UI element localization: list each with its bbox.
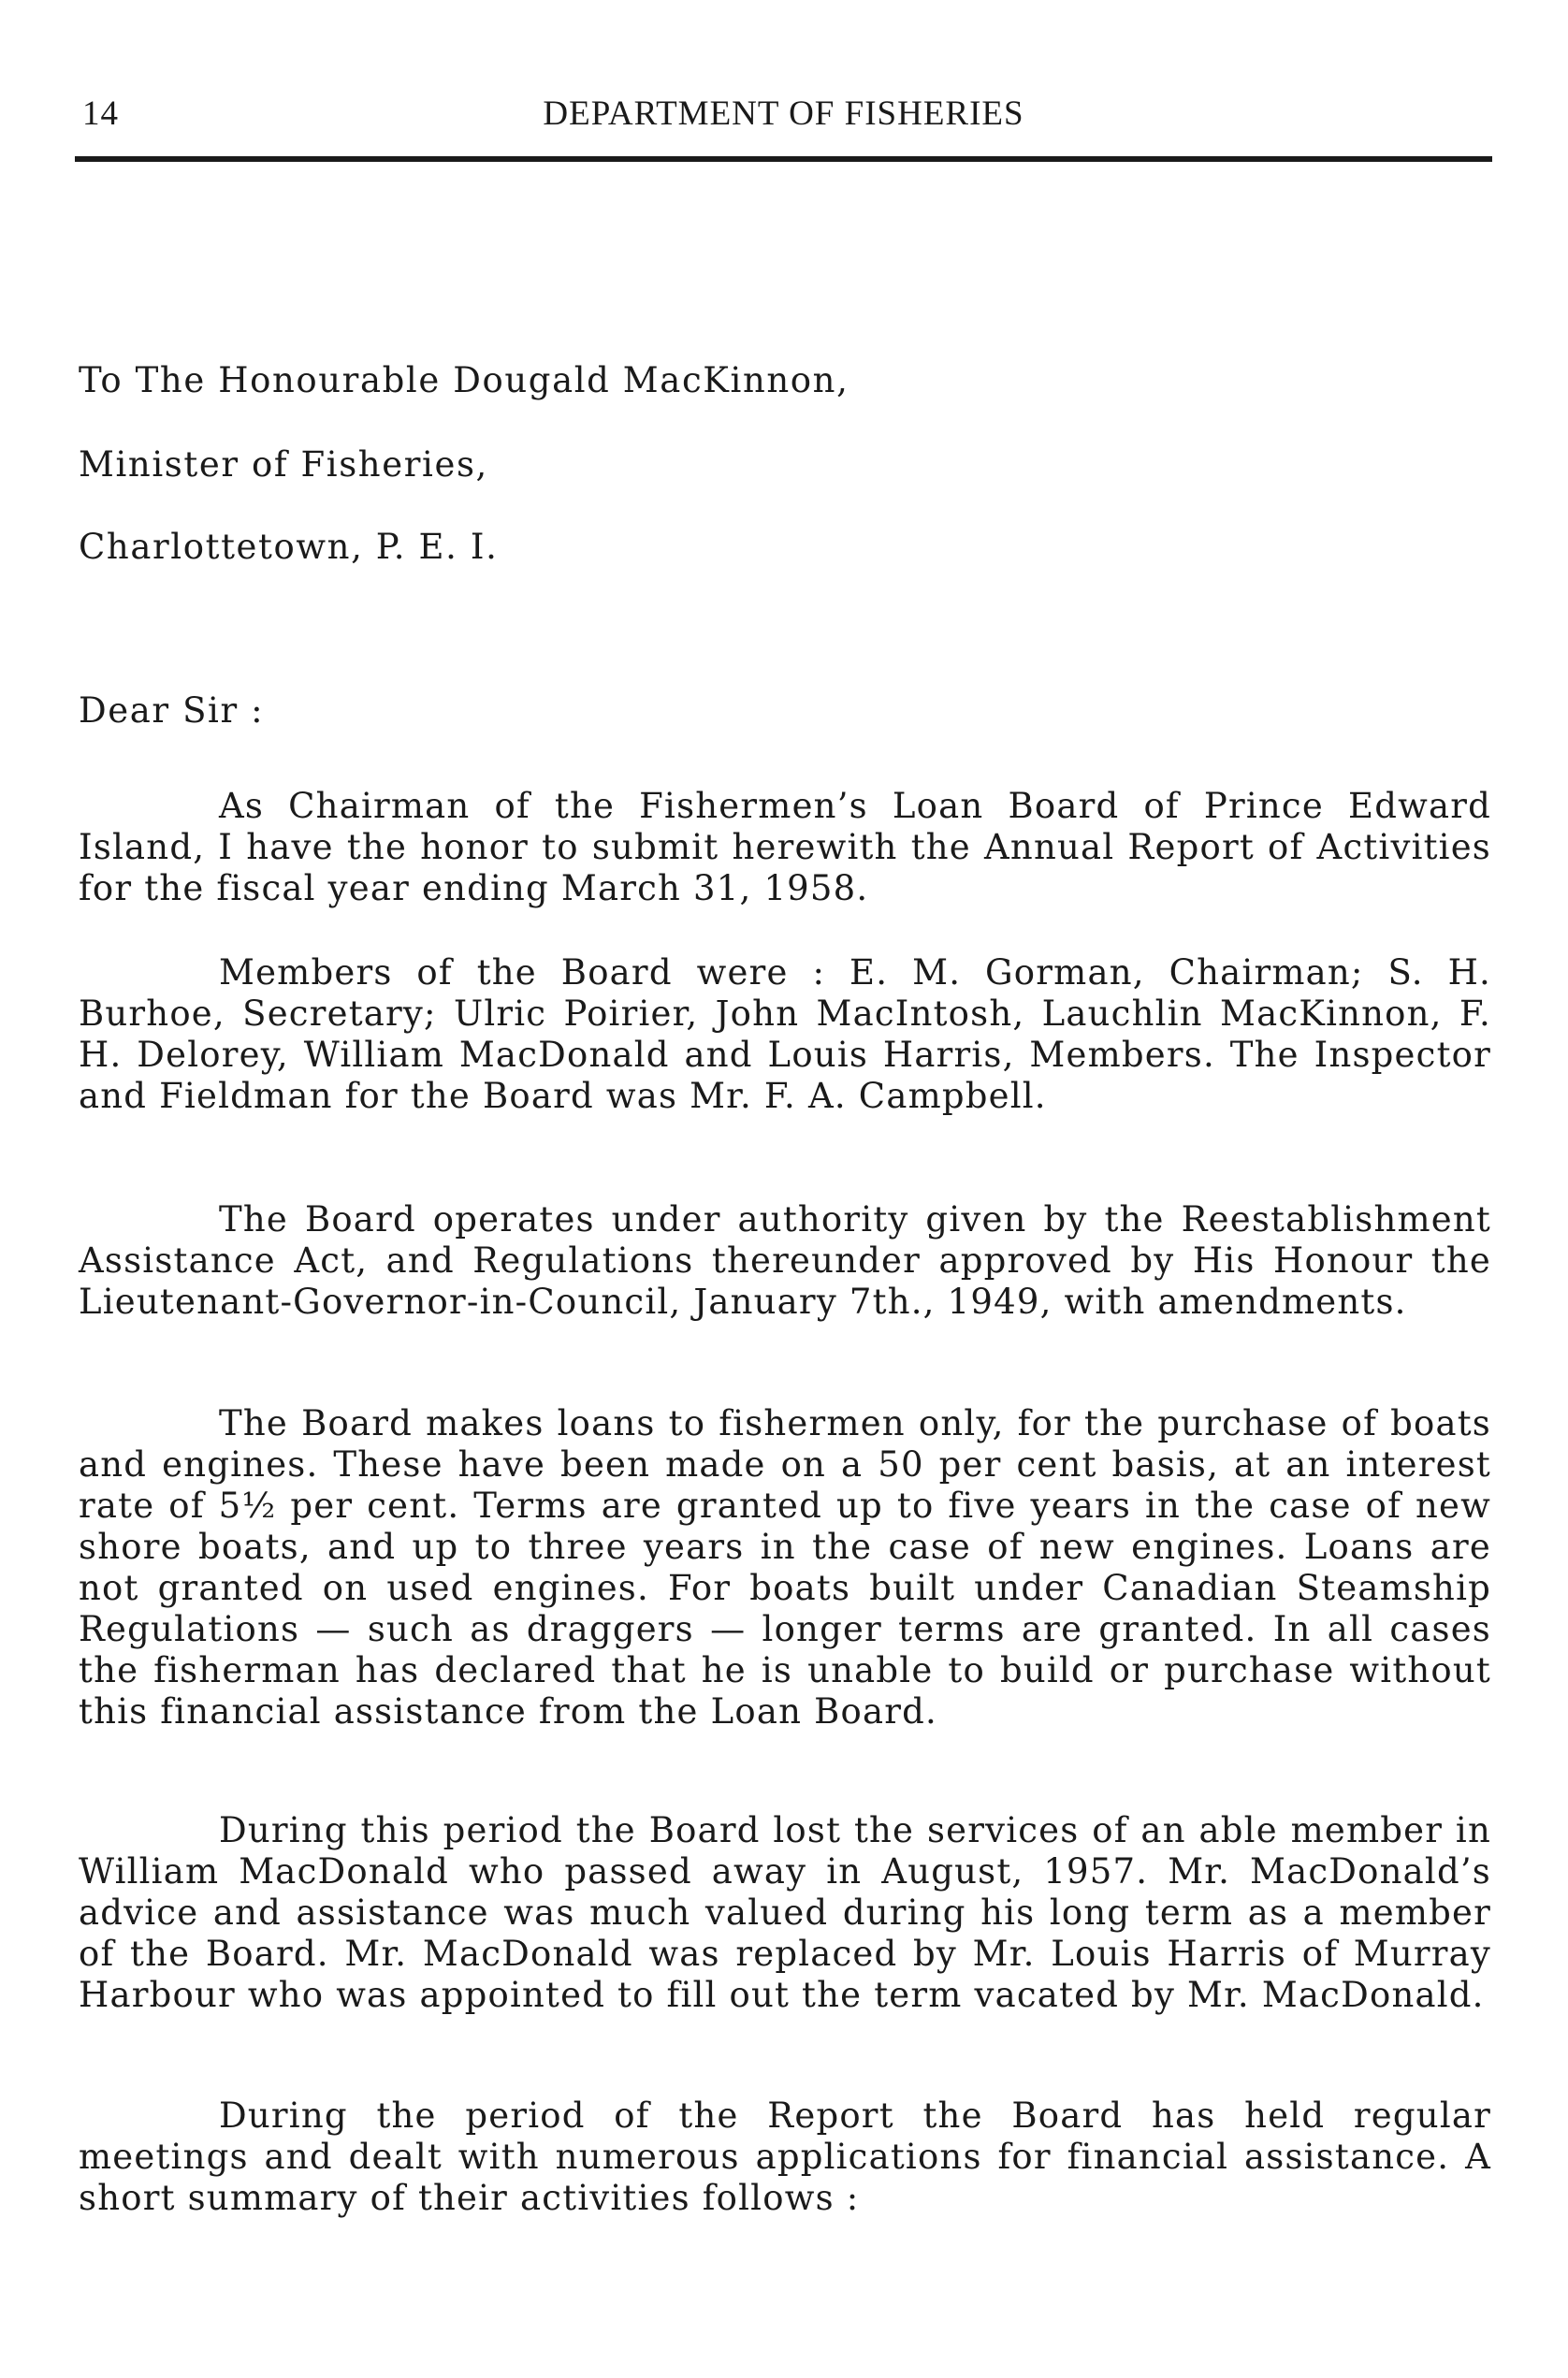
paragraph-members: Members of the Board were : E. M. Gorman, Chairman; S. H. Burhoe, Secretary; Ulric Poirier, John MacIntosh, Lauchlin MacKinnon, F. H. Delorey, William MacDonald and Louis Harris, Members. The Inspector and Fieldman for the Board was Mr. F. A. Campbell. bbox=[79, 952, 1491, 1116]
address-title: Minister of Fisheries, bbox=[79, 444, 488, 485]
header-rule bbox=[75, 156, 1492, 162]
paragraph-loans: The Board makes loans to fishermen only, for the purchase of boats and engines. These have been made on a 50 per cent basis, at an interest rate of 5½ per cent. Terms are granted up to five years in the case of new shore boats, and up to three years in the case of new engines. Loans are not granted on used engines. For boats built under Canadian Steamship Regulations — such as draggers — longer terms are granted. In all cases the fisherman has declared that he is unable to build or purchase without this financial assistance from the Loan Board. bbox=[79, 1403, 1491, 1732]
page-number: 14 bbox=[82, 94, 119, 133]
address-location: Charlottetown, P. E. I. bbox=[79, 527, 499, 567]
paragraph-intro: As Chairman of the Fishermen’s Loan Board of Prince Edward Island, I have the honor to submit herewith the Annual Report of Activities for the fiscal year ending March 31, 1958. bbox=[79, 786, 1491, 908]
running-title: DEPARTMENT OF FISHERIES bbox=[543, 94, 1024, 133]
salutation: Dear Sir : bbox=[79, 690, 265, 731]
paragraph-summary: During the period of the Report the Board has held regular meetings and dealt with numerous applications for financial assistance. A short summary of their activities follows : bbox=[79, 2095, 1491, 2218]
paragraph-member-change: During this period the Board lost the services of an able member in William MacDonald who passed away in August, 1957. Mr. MacDonald’s advice and assistance was much valued during his long term as a member of the Board. Mr. MacDonald was replaced by Mr. Louis Harris of Murray Harbour who was appointed to fill out the term vacated by Mr. MacDonald. bbox=[79, 1810, 1491, 2015]
running-header bbox=[75, 94, 1492, 150]
paragraph-authority: The Board operates under authority given by the Reestablishment Assistance Act, and Regulations thereunder approved by His Honour the Lieutenant-Governor-in-Council, January 7th., 1949, with amendments. bbox=[79, 1199, 1491, 1322]
address-recipient: To The Honourable Dougald MacKinnon, bbox=[79, 360, 849, 400]
